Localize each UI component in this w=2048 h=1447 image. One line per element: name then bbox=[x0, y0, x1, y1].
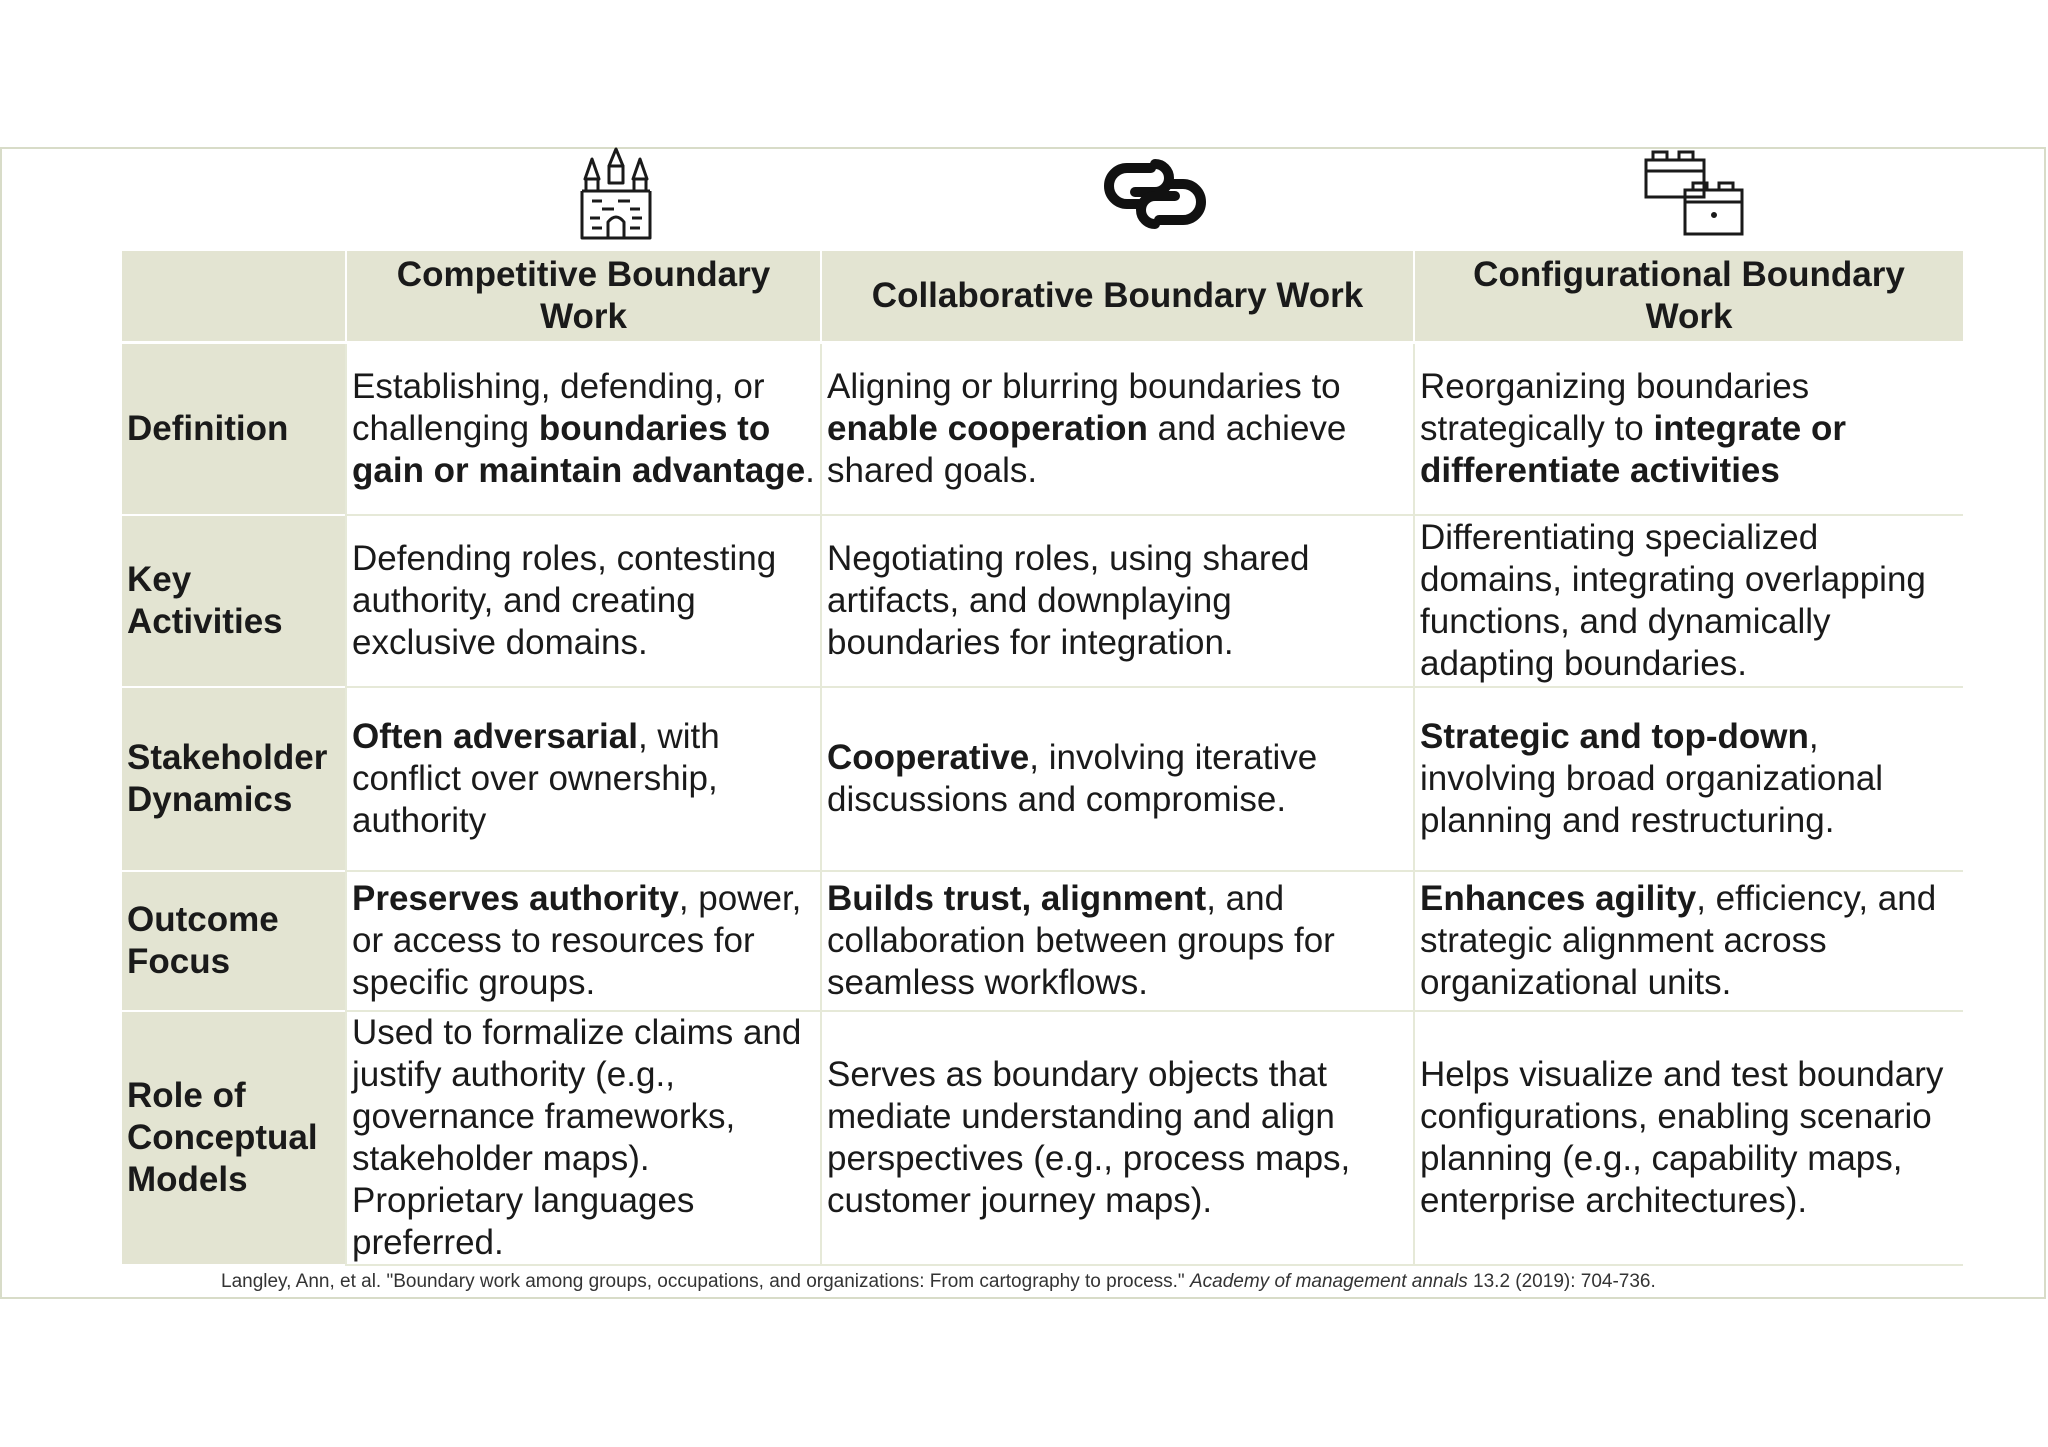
cell-text-run: Defending roles, contesting authority, and creating exclusive domains. bbox=[352, 539, 777, 662]
table-cell bbox=[1413, 344, 1963, 516]
cell-text-run: Negotiating roles, using shared artifacts, and downplaying boundaries for integration. bbox=[827, 539, 1310, 662]
cell-text-run: Reorganizing boundaries strategically to bbox=[1420, 367, 1810, 448]
citation-journal: Academy of management annals bbox=[1189, 1271, 1468, 1292]
row-label: Role of Conceptual Models bbox=[122, 1012, 345, 1266]
table-cell bbox=[1413, 516, 1963, 688]
cell-text bbox=[352, 1012, 816, 1264]
cell-text bbox=[827, 538, 1409, 664]
table-cell bbox=[345, 1012, 820, 1266]
citation-text: Langley, Ann, et al. "Boundary work among groups, occupations, and organizations: From cartography to process." bbox=[221, 1271, 1190, 1292]
cell-text bbox=[827, 1054, 1409, 1222]
cell-text bbox=[827, 737, 1409, 821]
cell-text-bold: Builds trust, alignment bbox=[827, 879, 1207, 918]
row-label: Key Activities bbox=[122, 516, 345, 688]
cell-text-run: , power, or access to resources for specific groups. bbox=[352, 879, 802, 1002]
row-label: Stakeholder Dynamics bbox=[122, 688, 345, 872]
cell-text-bold: enable cooperation bbox=[827, 409, 1148, 448]
cell-text-bold: Strategic and top-down bbox=[1420, 717, 1809, 756]
table-cell bbox=[820, 872, 1413, 1012]
cell-text-run: , and collaboration between groups for seamless workflows. bbox=[827, 879, 1335, 1002]
link-icon bbox=[1093, 158, 1217, 230]
table-cell bbox=[345, 872, 820, 1012]
cell-text bbox=[1420, 366, 1959, 492]
cell-text bbox=[827, 878, 1409, 1004]
cell-text-run: Helps visualize and test boundary configurations, enabling scenario planning (e.g., capability maps, enterprise architectures). bbox=[1420, 1055, 1944, 1220]
cell-text-run: Differentiating specialized domains, integrating overlapping functions, and dynamically adapting boundaries. bbox=[1420, 518, 1926, 683]
cell-text-run: Serves as boundary objects that mediate understanding and align perspectives (e.g., process maps, customer journey maps). bbox=[827, 1055, 1351, 1220]
table-cell bbox=[345, 516, 820, 688]
table-cell bbox=[820, 516, 1413, 688]
cell-text bbox=[1420, 878, 1959, 1004]
table-cell bbox=[1413, 688, 1963, 872]
cell-text-run: . bbox=[805, 451, 815, 490]
row-label: Outcome Focus bbox=[122, 872, 345, 1012]
column-header-collaborative: Collaborative Boundary Work bbox=[820, 251, 1413, 344]
cell-text-run: , with conflict over ownership, authority bbox=[352, 717, 720, 840]
table-cell bbox=[1413, 1012, 1963, 1266]
citation bbox=[221, 1270, 1656, 1294]
comparison-table bbox=[122, 251, 1963, 1266]
cell-text-bold: boundaries to gain or maintain advantage bbox=[352, 409, 806, 490]
table-cell bbox=[820, 688, 1413, 872]
cell-text bbox=[1420, 716, 1959, 842]
cell-text-bold: Preserves authority bbox=[352, 879, 679, 918]
building-blocks-icon bbox=[1643, 149, 1745, 237]
cell-text-run: Used to formalize claims and justify authority (e.g., governance frameworks, stakeholder maps). Proprietary languages preferred. bbox=[352, 1013, 802, 1262]
column-header-competitive: Competitive Boundary Work bbox=[345, 251, 820, 344]
cell-text-run: , involving broad organizational planning and restructuring. bbox=[1420, 717, 1884, 840]
cell-text bbox=[352, 878, 816, 1004]
cell-text-run: , efficiency, and strategic alignment across organizational units. bbox=[1420, 879, 1937, 1002]
cell-text bbox=[352, 366, 816, 492]
cell-text bbox=[827, 366, 1409, 492]
cell-text-run: and achieve shared goals. bbox=[827, 409, 1347, 490]
column-header-configurational: Configurational Boundary Work bbox=[1413, 251, 1963, 344]
table-cell bbox=[820, 344, 1413, 516]
cell-text-bold: integrate or differentiate activities bbox=[1420, 409, 1846, 490]
cell-text-run: Aligning or blurring boundaries to bbox=[827, 367, 1341, 406]
table-cell bbox=[1413, 872, 1963, 1012]
cell-text-bold: Enhances agility bbox=[1420, 879, 1697, 918]
cell-text bbox=[352, 538, 816, 664]
table-cell bbox=[345, 344, 820, 516]
table-cell bbox=[345, 688, 820, 872]
cell-text-bold: Cooperative bbox=[827, 738, 1030, 777]
cell-text bbox=[352, 716, 816, 842]
cell-text bbox=[1420, 517, 1959, 685]
table-cell bbox=[820, 1012, 1413, 1266]
row-label: Definition bbox=[122, 344, 345, 516]
citation-details: 13.2 (2019): 704-736. bbox=[1467, 1271, 1656, 1292]
cell-text bbox=[1420, 1054, 1959, 1222]
cell-text-run: , involving iterative discussions and compromise. bbox=[827, 738, 1318, 819]
cell-text-run: Establishing, defending, or challenging bbox=[352, 367, 765, 448]
table-corner bbox=[122, 251, 345, 344]
castle-icon bbox=[578, 146, 654, 240]
cell-text-bold: Often adversarial bbox=[352, 717, 638, 756]
